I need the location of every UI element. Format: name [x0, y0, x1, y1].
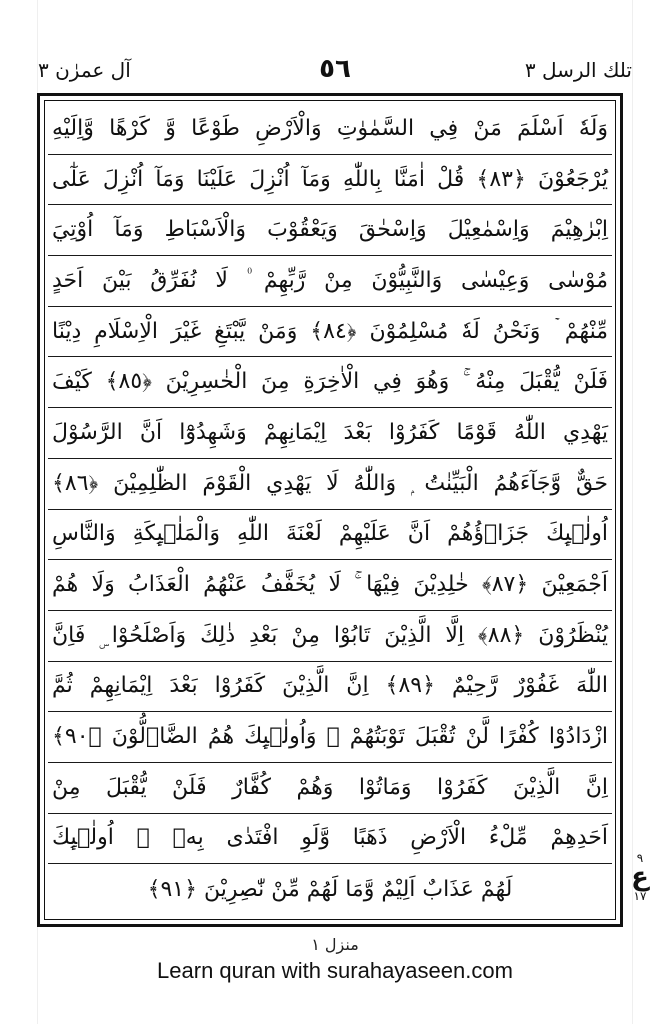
text-line: [48, 104, 612, 155]
text-line: [48, 205, 612, 256]
surah-name: آل عمرٰن ٣: [38, 58, 131, 82]
text-line: [48, 864, 612, 915]
text-line: [48, 307, 612, 358]
ayah-text: وَلَهٗ اَسْلَمَ مَنْ فِي السَّمٰوٰتِ وَالْاَرْضِ طَوْعًا وَّ كَرْهًا وَّاِلَيْهِ: [52, 115, 608, 141]
ayah-text: اللّٰهَ غَفُوْرٌ رَّحِيْمٌ ﴿٨٩﴾ اِنَّ الَّذِيْنَ كَفَرُوْا بَعْدَ اِيْمَانِهِمْ ثُمَّ: [52, 673, 608, 699]
text-line: [48, 510, 612, 561]
text-line: [48, 662, 612, 713]
ayah-text: اَجْمَعِيْنَ ﴿٨٧﴾ خٰلِدِيْنَ فِيْهَا ۚ لَا يُخَفَّفُ عَنْهُمُ الْعَذَابُ وَلَا هُمْ: [52, 572, 608, 598]
quran-text-block: [48, 104, 612, 916]
text-line: [48, 155, 612, 206]
ruku-verse-count: ٩: [636, 851, 644, 865]
text-line: [48, 611, 612, 662]
ayah-text: يَهْدِي اللّٰهُ قَوْمًا كَفَرُوْا بَعْدَ اِيْمَانِهِمْ وَشَهِدُوْٓا اَنَّ الرَّسُوْلَ: [52, 419, 608, 445]
ruku-number: ١٧: [633, 889, 647, 903]
text-line: [48, 357, 612, 408]
ruku-marker: [626, 852, 654, 922]
text-line: [48, 712, 612, 763]
para-name: تلك الرسل ٣: [524, 58, 632, 82]
ayah-text: اَحَدِهِمْ مِّلْءُ الْاَرْضِ ذَهَبًا وَّلَوِ افْتَدٰى بِهٖ ۭ اُولٰۗىِٕكَ: [52, 825, 608, 851]
page-number: ٥٦: [319, 54, 351, 84]
manzil-label: منزل ١: [311, 935, 359, 954]
page-header: [38, 54, 632, 94]
ayah-text: اُولٰۗىِٕكَ جَزَاۗؤُهُمْ اَنَّ عَلَيْهِمْ لَعْنَةَ اللّٰهِ وَالْمَلٰۗىِٕكَةِ وَالنَّاسِ: [52, 521, 608, 547]
ayah-text: يُرْجَعُوْنَ ﴿٨٣﴾ قُلْ اٰمَنَّا بِاللّٰهِ وَمَآ اُنْزِلَ عَلَيْنَا وَمَآ اُنْزِلَ عَلٰٓى: [52, 166, 608, 192]
text-line: [48, 560, 612, 611]
ayah-text: اِنَّ الَّذِيْنَ كَفَرُوْا وَمَاتُوْا وَھُمْ كُفَّارٌ فَلَنْ يُّقْبَلَ مِنْ: [52, 774, 608, 800]
ayah-text: لَهُمْ عَذَابٌ اَلِيْمٌ وَّمَا لَهُمْ مِّنْ نّٰصِرِيْنَ ﴿٩١﴾: [147, 876, 513, 902]
ayah-text: اِبْرٰهِيْمَ وَاِسْمٰعِيْلَ وَاِسْحٰقَ وَيَعْقُوْبَ وَالْاَسْبَاطِ وَمَآ اُوْتِيَ: [52, 217, 608, 243]
ayah-text: مُوْسٰى وَعِيْسٰى وَالنَّبِيُّوْنَ مِنْ رَّبِّهِمْ ۠ لَا نُفَرِّقُ بَيْنَ اَحَدٍ: [52, 267, 608, 293]
text-line: [48, 814, 612, 865]
footer-credit: Learn quran with surahayaseen.com: [157, 958, 513, 983]
text-line: [48, 256, 612, 307]
ayah-text: مِّنْهُمْ ۡ وَنَحْنُ لَهٗ مُسْلِمُوْنَ ﴿٨٤﴾ وَمَنْ يَّبْتَغِ غَيْرَ الْاِسْلَامِ دِيْنًا: [52, 318, 608, 344]
ayah-text: يُنْظَرُوْنَ ﴿٨٨﴾ اِلَّا الَّذِيْنَ تَابُوْا مِنْ بَعْدِ ذٰلِكَ وَاَصْلَحُوْا ۣ فَاِنَّ: [52, 622, 608, 648]
ayah-text: حَقٌّ وَّجَآءَهُمُ الْبَيِّنٰتُ ۭ وَاللّٰهُ لَا يَهْدِي الْقَوْمَ الظّٰلِمِيْنَ ﴿٨٦﴾: [52, 470, 608, 496]
ayah-text: فَلَنْ يُّقْبَلَ مِنْهُ ۚ وَهُوَ فِي الْاٰخِرَةِ مِنَ الْخٰسِرِيْنَ ﴿٨٥﴾ كَيْفَ: [52, 369, 608, 395]
ruku-symbol: ع: [631, 862, 649, 892]
ayah-text: ازْدَادُوْا كُفْرًا لَّنْ تُقْبَلَ تَوْبَتُهُمْ ۚ وَاُولٰۗىِٕكَ هُمُ الضَّاۗلُّوْنَ ﴿٩٠﴾: [52, 724, 608, 750]
text-line: [48, 459, 612, 510]
text-line: [48, 408, 612, 459]
text-line: [48, 763, 612, 814]
